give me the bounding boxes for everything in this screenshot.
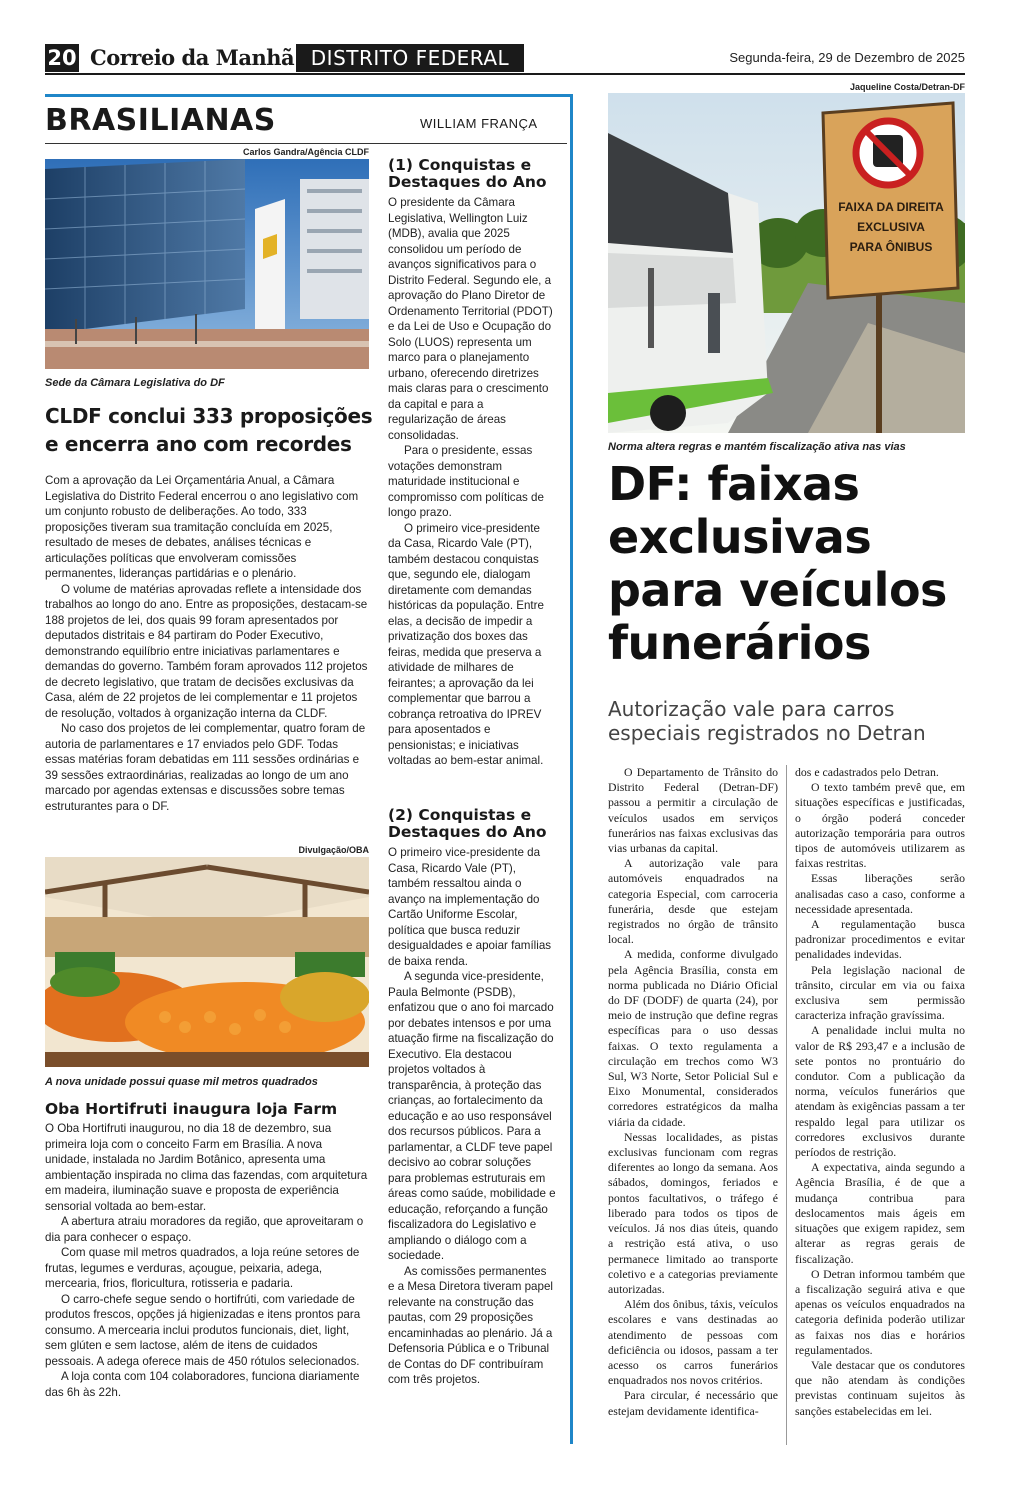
column-title: BRASILIANAS: [45, 103, 276, 138]
section-banner: DISTRITO FEDERAL: [296, 44, 524, 72]
sign-line-2: EXCLUSIVA: [857, 220, 925, 234]
photo-cldf-building: [45, 159, 369, 369]
photo-oba-store: [45, 857, 369, 1067]
sidebar-section2-body: [388, 845, 556, 1388]
story2-headline: Oba Hortifruti inaugura loja Farm: [45, 1100, 338, 1118]
photo-credit-cldf: Carlos Gandra/Agência CLDF: [242, 147, 369, 157]
column-frame-side: [570, 94, 573, 1444]
main-paragraph: Nessas localidades, as pistas exclusivas funcionam com regras diferentes ao longo da semana. Aos sábados, domingos, feriados e pontos facultativos, o tráfego é liberado para todos os tipos de veículos. Já nos dias úteis, quando a restrição está ativa, o uso permanece limitado ao transporte coletivo e a categorias previamente autorizadas.: [608, 1129, 778, 1296]
main-paragraph: O texto também prevê que, em situações específicas e justificadas, o órgão poderá conceder autorização temporária para outros tipos de automóveis utilizarem as faixas restritas.: [795, 780, 965, 871]
story1-paragraph: No caso dos projetos de lei complementar, quatro foram de autoria de parlamentares e 17 enviados pelo GDF. Todas essas matérias foram debatidas em 111 sessões ordinárias e 39 sessões extraordinárias, realizadas ao longo de um ano marcado por agendas extensas e discussões sobre temas estruturantes para o DF.: [45, 722, 366, 813]
main-dek: Autorização vale para carros especiais registrados no Detran: [608, 697, 926, 745]
main-body-col2: [795, 765, 965, 1419]
photo-caption-detran: Norma altera regras e mantém fiscalização ativa nas vias: [608, 441, 906, 453]
sidebar-section2-title: (2) Conquistas e Destaques do Ano: [388, 806, 547, 841]
main-paragraph: A regulamentação busca padronizar procedimentos e evitar penalidades indevidas.: [795, 917, 965, 962]
story2-paragraph: Com quase mil metros quadrados, a loja reúne setores de frutas, legumes e verduras, açougue, peixaria, adega, mercearia, frios, floricultura, rotisseria e padaria.: [45, 1246, 360, 1290]
sign-line-3: PARA ÔNIBUS: [849, 240, 933, 254]
story2-paragraph: O Oba Hortifruti inaugurou, no dia 18 de dezembro, sua primeira loja com o conceito Farm em Brasília. A nova unidade, instalada no Jardim Botânico, apresenta uma ambientação inspirada no clima das fazendas, com arquitetura em madeira, iluminação suave e proposta de experiência sensorial voltada ao bem-estar.: [45, 1122, 368, 1213]
main-paragraph: Essas liberações serão analisadas caso a caso, conforme a necessidade apresentada.: [795, 871, 965, 916]
main-headline: DF: faixas exclusivas para veículos funerários: [608, 457, 947, 670]
story1-body: [45, 473, 369, 814]
sidebar-section1-title: (1) Conquistas e Destaques do Ano: [388, 156, 547, 191]
sidebar-section1-body: [388, 195, 556, 769]
page-number: 20: [45, 44, 79, 72]
main-paragraph: Para circular, é necessário que estejam devidamente identifica-: [608, 1388, 778, 1418]
story2-body: [45, 1121, 369, 1400]
column-frame-top: [45, 94, 573, 97]
column-author: WILLIAM FRANÇA: [420, 116, 538, 131]
story2-paragraph: A abertura atraiu moradores da região, que aproveitaram o dia para conhecer o espaço.: [45, 1215, 364, 1244]
column-rule: [45, 143, 567, 144]
main-paragraph: A expectativa, ainda segundo a Agência Brasília, é de que a mudança contribua para deslocamentos mais ágeis em situações que exigem rapidez, sem alterar as regras gerais de fiscalização.: [795, 1160, 965, 1266]
main-paragraph: A autorização vale para automóveis enquadrados na categoria Especial, com carroceria funerária, desde que estejam registrados no órgão de trânsito local.: [608, 856, 778, 947]
story2-paragraph: O carro-chefe segue sendo o hortifrúti, com variedade de produtos frescos, opções já higienizadas e itens prontos para consumo. A mercearia inclui produtos funcionais, diet, light, sem glúten e sem lactose, além de itens de cuidados pessoais. A adega oferece mais de 450 rótulos selecionados.: [45, 1292, 361, 1368]
sidebar-paragraph: Para o presidente, essas votações demonstram maturidade institucional e compromisso com políticas de longo prazo.: [388, 444, 544, 519]
main-paragraph: A penalidade inclui multa no valor de R$ 293,47 e a inclusão de sete pontos no prontuário do condutor. Com a publicação da norma, veículos funerários que atendam às exigências passam a ter respaldo legal para utilizar os corredores exclusivos durante períodos de restrição.: [795, 1023, 965, 1160]
main-paragraph: A medida, conforme divulgado pela Agência Brasília, consta em norma publicada no Diário Oficial do DF (DODF) de quarta (24), por meio de instrução que define regras específicas para o uso dessas faixas. O texto regulamenta a circulação em trechos como W3 Sul, W3 Norte, Setor Policial Sul e Eixo Monumental, considerados corredores estratégicos da malha viária da cidade.: [608, 947, 778, 1129]
issue-date: Segunda-feira, 29 de Dezembro de 2025: [729, 50, 965, 65]
masthead-logo: Correio da Manhã: [90, 45, 295, 70]
story1-headline: CLDF conclui 333 proposições e encerra ano com recordes: [45, 404, 373, 456]
photo-credit-detran: Jaqueline Costa/Detran-DF: [849, 82, 965, 92]
story1-paragraph: Com a aprovação da Lei Orçamentária Anual, a Câmara Legislativa do Distrito Federal encerrou o ano legislativo com um conjunto robusto de deliberações. Ao todo, 333 proposições tiveram sua tramitação concluída em 2025, resultado de meses de debates, análises técnicas e articulações políticas que envolveram comissões permanentes, lideranças partidárias e o plenário.: [45, 474, 359, 580]
main-body-col1: [608, 765, 778, 1419]
sidebar-paragraph: O presidente da Câmara Legislativa, Wellington Luiz (MDB), avalia que 2025 consolidou um período de avanços significativos para o Distrito Federal. Segundo ele, a aprovação do Plano Diretor de Ordenamento Territorial (PDOT) e da Lei de Uso e Ocupação do Solo (LUOS) representa um marco para o planejamento urbano, oferecendo diretrizes mais claras para o crescimento da capital e para a regularização de áreas consolidadas.: [388, 196, 553, 442]
sign-line-1: FAIXA DA DIREITA: [838, 200, 944, 214]
sidebar-paragraph: As comissões permanentes e a Mesa Diretora tiveram papel relevante na construção das pautas, com 29 proposições encaminhadas ao plenário. Já a Defensoria Pública e o Tribunal de Contas do DF contribuíram com três projetos.: [388, 1264, 553, 1386]
main-paragraph: Pela legislação nacional de trânsito, circular em via ou faixa exclusiva sem permissão caracteriza infração gravíssima.: [795, 962, 965, 1023]
story2-paragraph: A loja conta com 104 colaboradores, funciona diariamente das 6h às 22h.: [45, 1370, 360, 1399]
photo-caption-cldf: Sede da Câmara Legislativa do DF: [45, 377, 225, 389]
sidebar-paragraph: O primeiro vice-presidente da Casa, Ricardo Vale (PT), também destacou conquistas que, segundo ele, dialogam diretamente com demandas históricas da população. Entre elas, a decisão de impedir a privatização dos boxes das feiras, medida que preserva a atividade de milhares de feirantes; a aprovação da lei complementar que barrou a cobrança retroativa do IPREV para aposentados e pensionistas; e iniciativas voltadas ao bem-estar animal.: [388, 521, 544, 767]
main-paragraph: O Detran informou também que a fiscalização seguirá ativa e que apenas os veículos enquadrados na categoria definida poderão utilizar as faixas nos dias e horários regulamentados.: [795, 1266, 965, 1357]
story1-paragraph: O volume de matérias aprovadas reflete a intensidade dos trabalhos ao longo do ano. Entre as proposições, destacam-se 188 projetos de lei, dos quais 99 foram apresentados por deputados distritais e 84 partiram do Poder Executivo, demonstrando equilíbrio entre iniciativas parlamentares e demandas do governo. Também foram aprovados 112 projetos de decreto legislativo, que tratam de decisões exclusivas da Casa, além de 22 projetos de lei complementar e 11 projetos de resolução, voltados à organização interna da CLDF.: [45, 582, 368, 720]
main-paragraph: Vale destacar que os condutores que não atendam às condições previstas continuam sujeitos às sanções estabelecidas em lei.: [795, 1357, 965, 1418]
sidebar-paragraph: A segunda vice-presidente, Paula Belmonte (PSDB), enfatizou que o ano foi marcado por debates intensos e por uma atuação firme na fiscalização do Executivo. Ela destacou projetos voltados à transparência, à proteção das crianças, ao fortalecimento da educação e ao uso responsável dos recursos públicos. Para a parlamentar, a CLDF teve papel decisivo ao cobrar soluções para problemas estruturais em áreas como saúde, mobilidade e educação, reforçando a função fiscalizadora do Legislativo e ampliando o diálogo com a sociedade.: [388, 970, 556, 1262]
main-paragraph: O Departamento de Trânsito do Distrito Federal (Detran-DF) passou a permitir a circulação de veículos usados em serviços funerários nas faixas exclusivas das vias urbanas da capital.: [608, 765, 778, 856]
main-paragraph: Além dos ônibus, táxis, veículos escolares e vans destinadas ao atendimento de pessoas com deficiência ou idosos, passam a ter acesso os carros funerários enquadrados nos novos critérios.: [608, 1297, 778, 1388]
photo-credit-oba: Divulgação/OBA: [298, 845, 369, 855]
main-paragraph: dos e cadastrados pelo Detran.: [795, 765, 939, 779]
header-rule: [45, 73, 965, 75]
sidebar-paragraph: O primeiro vice-presidente da Casa, Ricardo Vale (PT), também ressaltou ainda o avanço na implementação do Cartão Uniforme Escolar, política que busca reduzir desigualdades e apoiar famílias de baixa renda.: [388, 846, 552, 968]
photo-bus-lane: [608, 93, 965, 433]
photo-caption-oba: A nova unidade possui quase mil metros quadrados: [45, 1076, 318, 1088]
column-divider: [786, 765, 787, 1445]
